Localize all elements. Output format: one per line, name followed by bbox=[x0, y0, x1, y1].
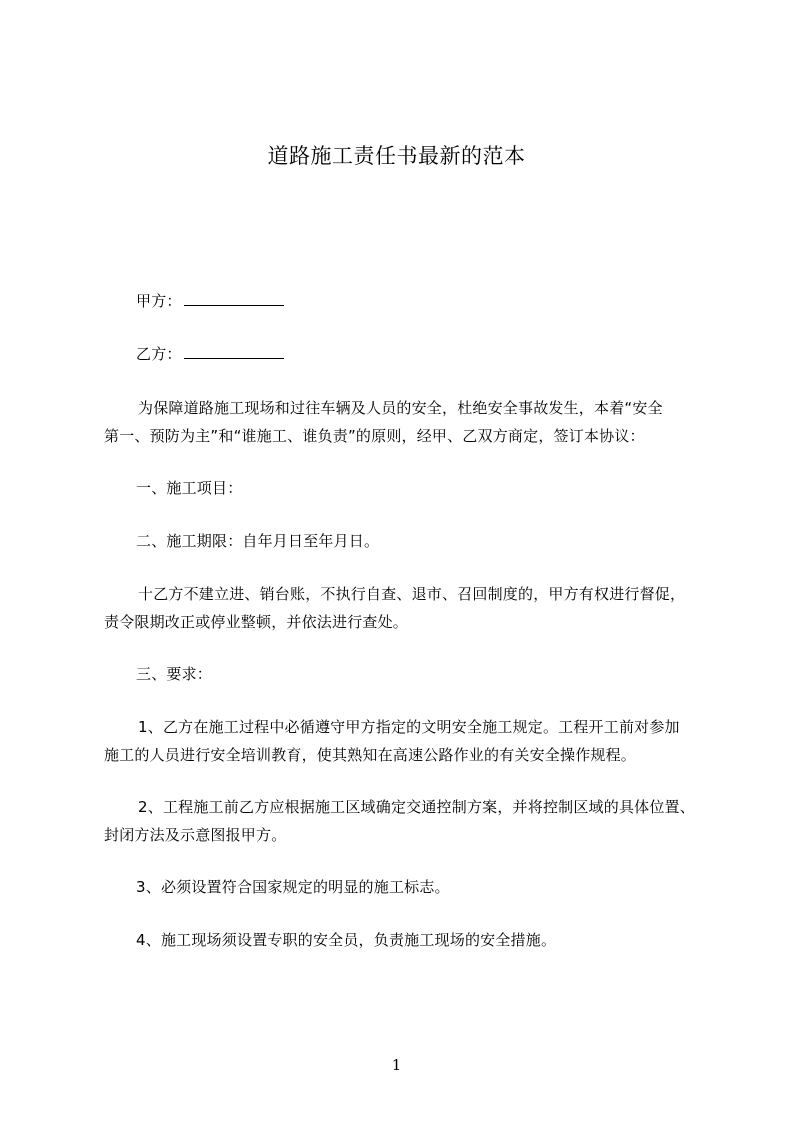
requirement-3-paragraph bbox=[104, 873, 714, 901]
intro-line-1: 为保障道路施工现场和过往车辆及人员的安全，杜绝安全事故发生，本着“安全 bbox=[138, 399, 663, 417]
section-3-text: 三、要求： bbox=[136, 665, 213, 683]
requirement-4-paragraph bbox=[104, 926, 714, 954]
clause-ten-line-1: 十乙方不建立进、销台账，不执行自查、退市、召回制度的，甲方有权进行督促， bbox=[138, 585, 686, 603]
section-3-heading bbox=[104, 660, 714, 688]
page-number: 1 bbox=[391, 1056, 402, 1074]
section-1-text: 一、施工项目： bbox=[136, 479, 243, 497]
section-1-heading bbox=[104, 474, 714, 502]
requirement-2-line-1: 2、工程施工前乙方应根据施工区域确定交通控制方案，并将控制区域的具体位置、 bbox=[138, 798, 695, 816]
section-2-heading bbox=[104, 527, 714, 555]
intro-paragraph bbox=[104, 394, 714, 450]
requirement-2-line-2: 封闭方法及示意图报甲方。 bbox=[104, 826, 287, 844]
party-a-label: 甲方： bbox=[136, 292, 182, 310]
section-2-text: 二、施工期限：自年月日至年月日。 bbox=[136, 532, 380, 550]
intro-line-2: 第一、预防为主”和“谁施工、谁负责”的原则，经甲、乙双方商定，签订本协议： bbox=[104, 427, 645, 445]
party-b-line bbox=[104, 340, 714, 368]
requirement-1-paragraph bbox=[104, 713, 714, 769]
party-b-blank[interactable] bbox=[184, 342, 284, 359]
party-b-label: 乙方： bbox=[136, 345, 182, 363]
clause-ten-paragraph bbox=[104, 580, 714, 636]
document-title: 道路施工责任书最新的范本 bbox=[267, 144, 526, 168]
requirement-4-text: 4、施工现场须设置专职的安全员，负责施工现场的安全措施。 bbox=[136, 931, 557, 949]
requirement-3-text: 3、必须设置符合国家规定的明显的施工标志。 bbox=[136, 878, 450, 896]
party-a-line bbox=[104, 287, 714, 315]
requirement-2-paragraph bbox=[104, 793, 714, 849]
requirement-1-line-1: 1、乙方在施工过程中必循遵守甲方指定的文明安全施工规定。工程开工前对参加 bbox=[138, 718, 680, 736]
requirement-1-line-2: 施工的人员进行安全培训教育，使其熟知在高速公路作业的有关安全操作规程。 bbox=[104, 746, 637, 764]
clause-ten-line-2: 责令限期改正或停业整顿，并依法进行查处。 bbox=[104, 613, 409, 631]
party-a-blank[interactable] bbox=[184, 289, 284, 306]
